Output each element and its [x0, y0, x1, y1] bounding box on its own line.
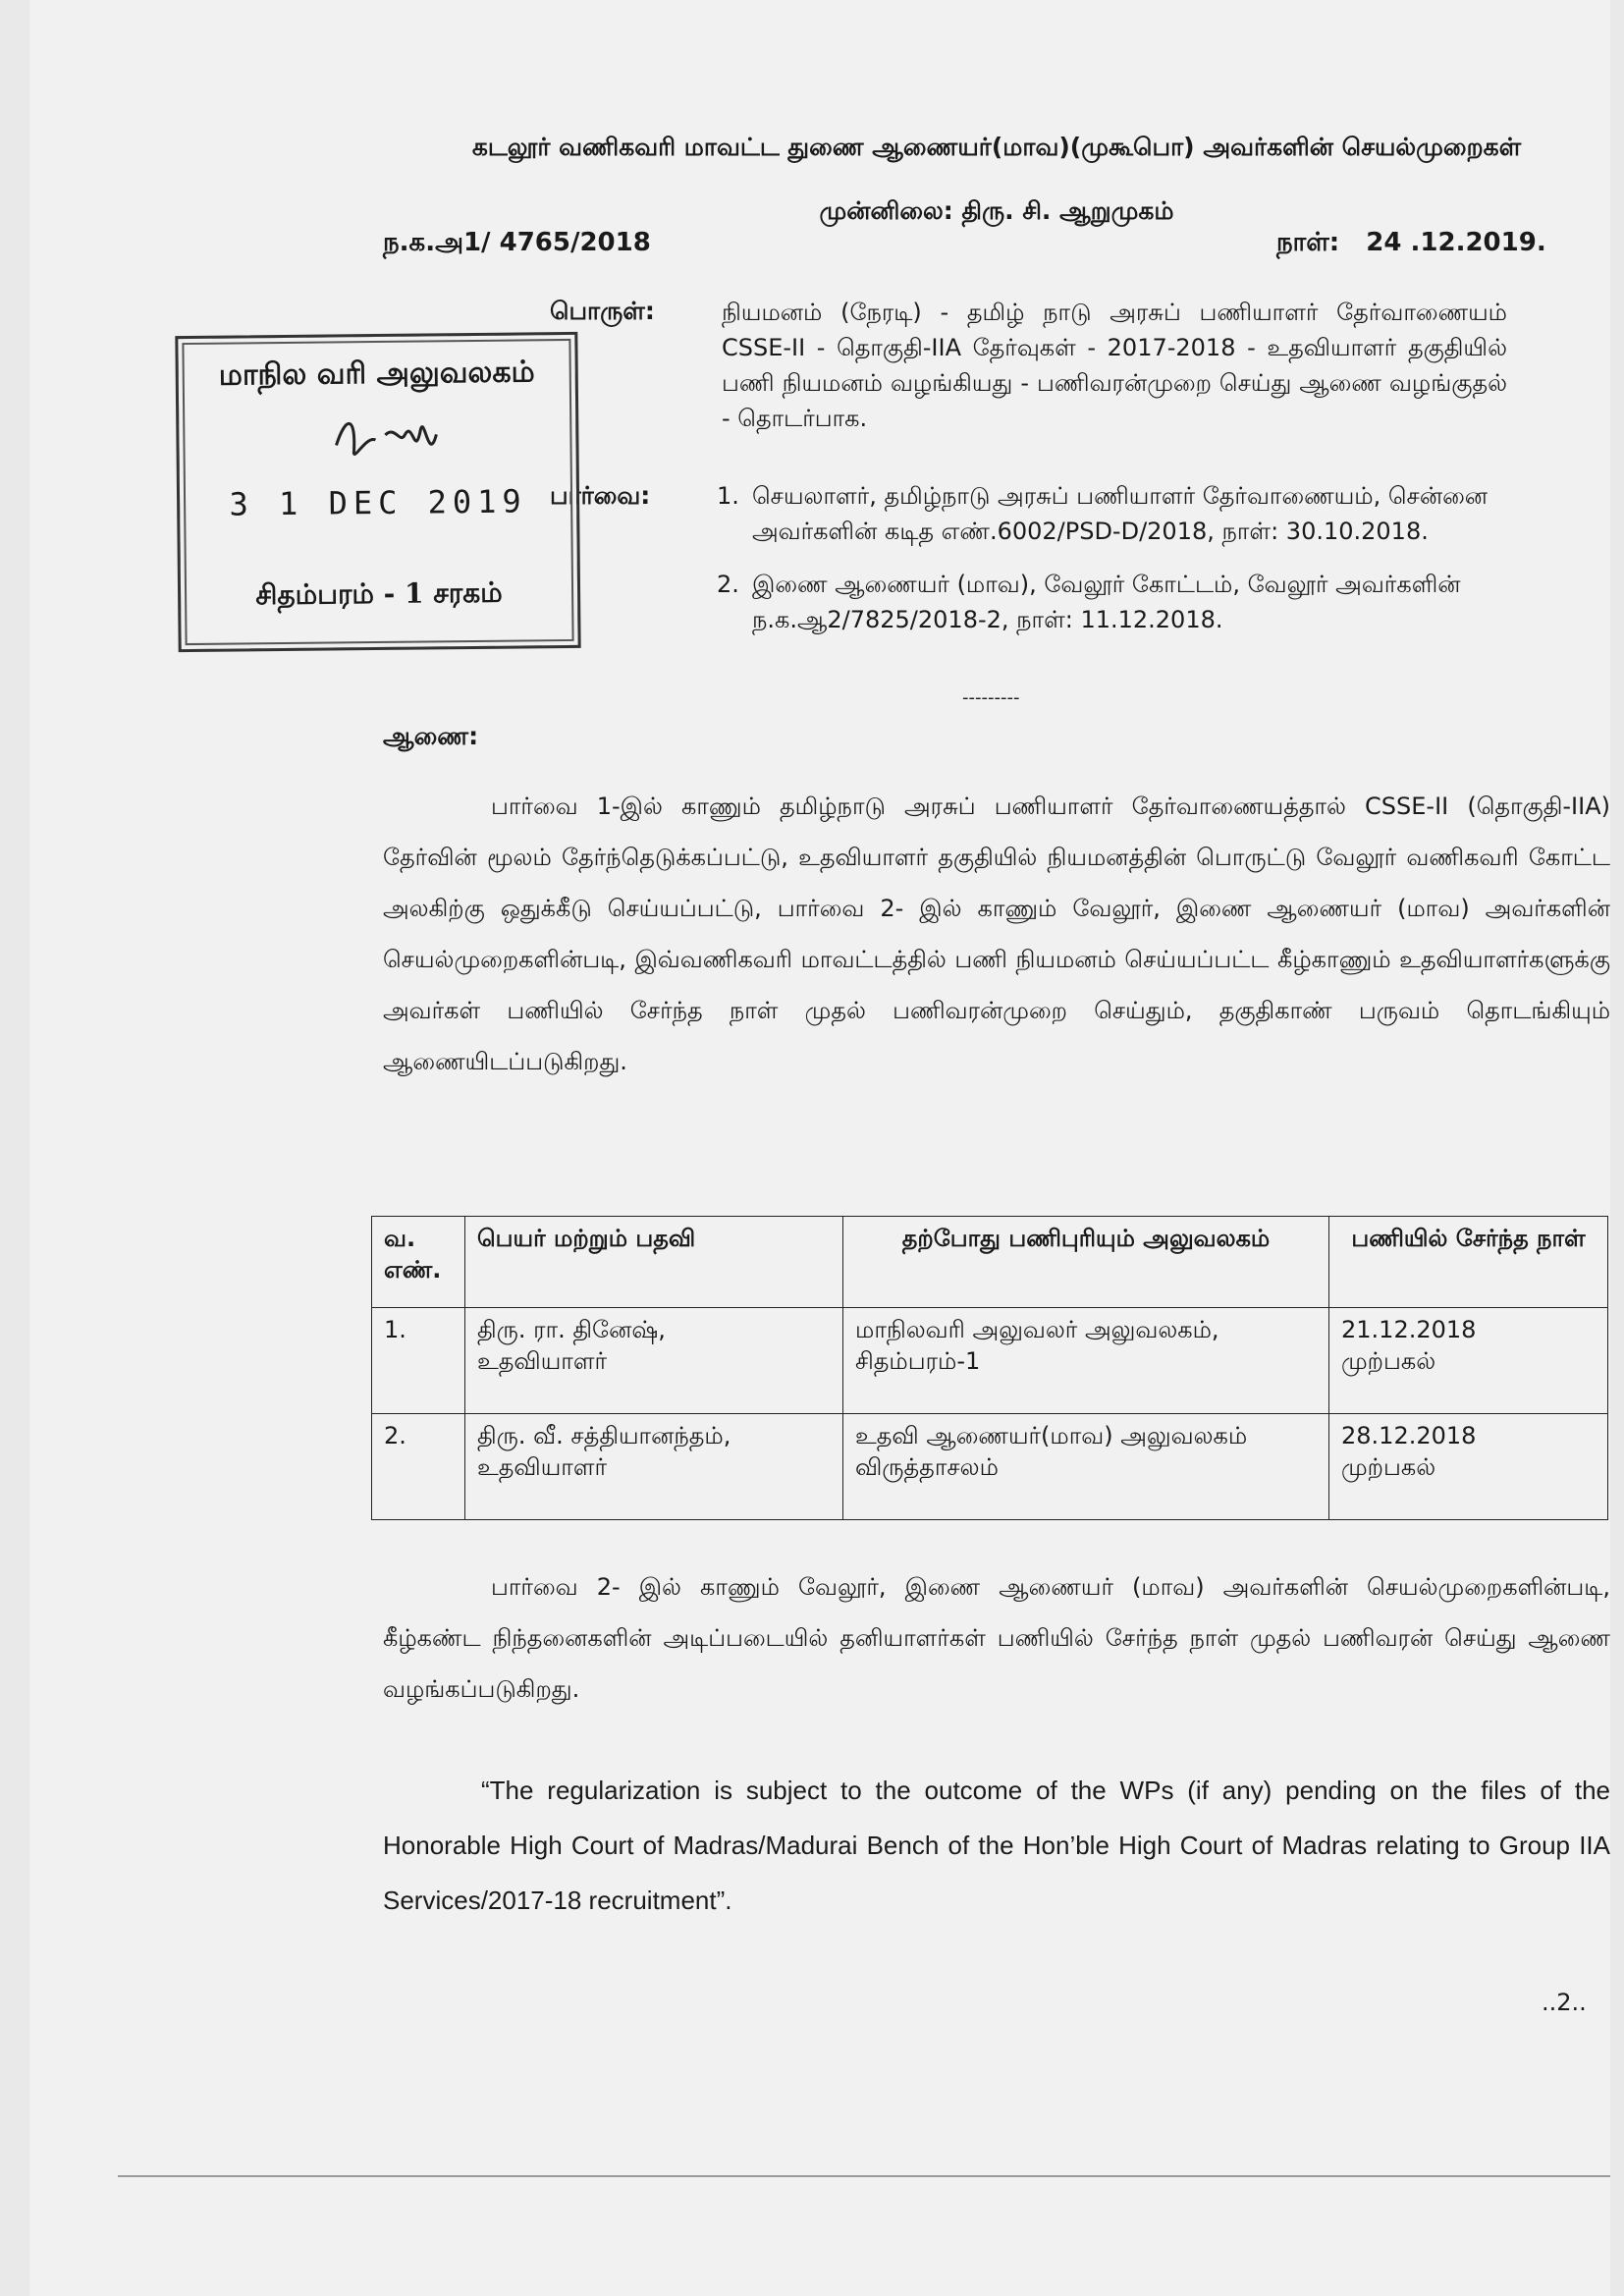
cell-name	[465, 1308, 843, 1414]
date-value: 24 .12.2019.	[1366, 228, 1546, 257]
employee-post: உதவியாளர்	[477, 1453, 608, 1481]
reference-item	[717, 478, 1512, 549]
joining-session: முற்பகல்	[1341, 1347, 1436, 1375]
presence-line: முன்னிலை: திரு. சி. ஆறுமுகம்	[819, 196, 1174, 225]
order-paragraph-2: பார்வை 2- இல் காணும் வேலூர், இணை ஆணையர் (மாவ) அவர்களின் செயல்முறைகளின்படி, கீழ்கண்ட நிந்தனைகளின் அடிப்படையில் தனியாளர்கள் பணியில் சேர்ந்த நாள் முதல் பணிவரன் செய்து ஆணை வழங்கப்படுகிறது.	[383, 1573, 1610, 1703]
employee-name: திரு. ரா. தினேஷ்,	[477, 1316, 666, 1343]
reference-text-2: இணை ஆணையர் (மாவ), வேலூர் கோட்டம், வேலூர் அவர்களின் ந.க.ஆ2/7825/2018-2, நாள்: 11.12.2018.	[752, 571, 1461, 633]
table-header-row	[372, 1217, 1608, 1308]
document-heading: கடலூர் வணிகவரி மாவட்ட துணை ஆணையர்(மாவ)(முகூபொ) அவர்களின் செயல்முறைகள்	[471, 133, 1522, 161]
reference-number: ந.க.அ1/ 4765/2018	[383, 228, 651, 257]
cell-joining-date	[1329, 1308, 1608, 1414]
reference-text-1: செயலாளர், தமிழ்நாடு அரசுப் பணியாளர் தேர்வாணையம், சென்னை அவர்களின் கடித எண்.6002/PSD-D/2018, நாள்: 30.10.2018.	[752, 482, 1489, 545]
reference-number-2: 2.	[717, 571, 739, 598]
employee-post: உதவியாளர்	[477, 1347, 608, 1375]
cell-office: மாநிலவரி அலுவலர் அலுவலகம், சிதம்பரம்-1	[843, 1308, 1329, 1414]
stamp-place: சிதம்பரம் - 1 சரகம்	[255, 575, 503, 612]
signature-mark	[326, 405, 445, 474]
stamp-date: 3 1 DEC 2019	[229, 482, 527, 523]
cell-joining-date	[1329, 1414, 1608, 1520]
subject-text: நியமனம் (நேரடி) - தமிழ் நாடு அரசுப் பணியாளர் தேர்வாணையம் CSSE-II - தொகுதி-IIA தேர்வுகள் - 2017-2018 - உதவியாளர் தகுதியில் பணி நியமனம் வழங்கியது - பணிவரன்முறை செய்து ஆணை வழங்குதல் - தொடர்பாக.	[722, 299, 1507, 432]
order-date	[1276, 228, 1546, 260]
date-label: நாள்:	[1276, 228, 1340, 257]
header-name: பெயர் மற்றும் பதவி	[465, 1217, 843, 1308]
cell-name	[465, 1414, 843, 1520]
cell-serial: 1.	[372, 1308, 465, 1414]
joining-session: முற்பகல்	[1341, 1453, 1436, 1481]
header-office: தற்போது பணிபுரியும் அலுவலகம்	[843, 1217, 1329, 1308]
table-row	[372, 1414, 1608, 1520]
subject-label: பொருள்:	[550, 297, 655, 325]
header-joining-date: பணியில் சேர்ந்த நாள்	[1329, 1217, 1608, 1308]
header-serial: வ. எண்.	[372, 1217, 465, 1308]
joining-date: 21.12.2018	[1341, 1316, 1477, 1343]
regularization-clause: “The regularization is subject to the outcome of the WPs (if any) pending on the files of the Honorable High Court of Madras/Madurai Bench of the Hon’ble High Court of Madras relating to Group IIA Services/2017-18 recruitment”.	[383, 1776, 1610, 1915]
references-list	[717, 478, 1512, 655]
page-bottom-rule	[118, 2175, 1610, 2177]
office-stamp	[175, 332, 580, 652]
references-label: பார்வை:	[550, 481, 651, 510]
reference-divider: ---------	[962, 687, 1020, 708]
order-label: ஆணை:	[383, 722, 479, 750]
cell-office: உதவி ஆணையர்(மாவ) அலுவலகம் விருத்தாசலம்	[843, 1414, 1329, 1520]
page-continuation: ..2..	[1542, 1989, 1587, 2016]
employee-name: திரு. வீ. சத்தியானந்தம்,	[477, 1422, 731, 1449]
appointment-table	[371, 1216, 1608, 1520]
reference-item	[717, 567, 1512, 637]
cell-serial: 2.	[372, 1414, 465, 1520]
document-page	[29, 0, 1610, 2296]
reference-number-1: 1.	[717, 482, 739, 510]
order-paragraph-1: பார்வை 1-இல் காணும் தமிழ்நாடு அரசுப் பணியாளர் தேர்வாணையத்தால் CSSE-II (தொகுதி-IIA) தேர்வின் மூலம் தேர்ந்தெடுக்கப்பட்டு, உதவியாளர் தகுதியில் நியமனத்தின் பொருட்டு வேலூர் வணிகவரி கோட்ட அலகிற்கு ஒதுக்கீடு செய்யப்பட்டு, பார்வை 2- இல் காணும் வேலூர், இணை ஆணையர் (மாவ) அவர்களின் செயல்முறைகளின்படி, இவ்வணிகவரி மாவட்டத்தில் பணி நியமனம் செய்யப்பட்ட கீழ்காணும் உதவியாளர்களுக்கு அவர்கள் பணியில் சேர்ந்த நாள் முதல் பணிவரன்முறை செய்தும், தகுதிகாண் பருவம் தொடங்கியும் ஆணையிடப்படுகிறது.	[383, 793, 1611, 1075]
joining-date: 28.12.2018	[1341, 1422, 1477, 1449]
table-row	[372, 1308, 1608, 1414]
stamp-office-name: மாநில வரி அலுவலகம்	[218, 355, 535, 393]
